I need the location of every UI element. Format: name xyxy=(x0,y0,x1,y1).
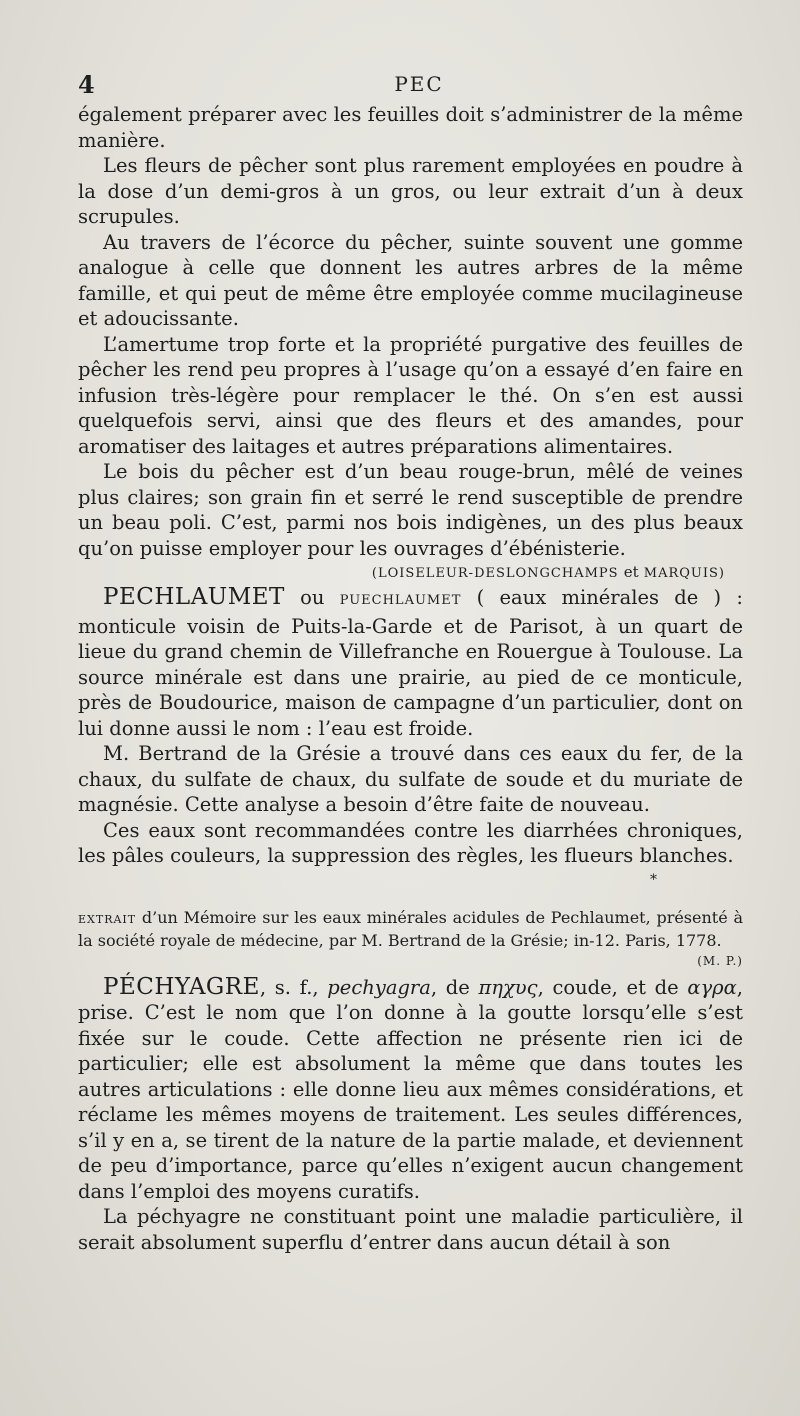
footnote-lead: EXTRAIT xyxy=(78,912,137,926)
paragraph-bitterness: L’amertume trop forte et la propriété purgative des feuilles de pêcher les rend peu propres à l’usage qu’on a essayé d’en faire en infusion très-légère pour remplacer le thé. On s’en est aussi quelquefois servi, ainsi que des fleurs et des amandes, pour aromatiser des laitages et autres préparations alimentaires. xyxy=(78,332,743,458)
greek-term-2: αγρα xyxy=(687,975,737,999)
body-text xyxy=(78,102,743,1255)
variant-puechlaumet: PUECHLAUMET xyxy=(339,593,462,608)
entry-pechyagre-text: , prise. C’est le nom que l’on donne à la goutte lorsqu’elle s’est fixée sur le coude. Cette affection ne présente rien ici de particulier; elle est absolument la même que dans toutes les autres articulations : elle donne lieu aux mêmes considérations, et réclame les mêmes moyens de traitement. Les seules différences, s’il y en a, se tirent de la nature de la partie malade, et deviennent de peu d’importance, parce qu’elles n’exigent aucun changement dans l’emploi des moyens curatifs. xyxy=(78,975,743,1203)
running-head: PEC xyxy=(394,72,444,96)
sig-close: ) xyxy=(718,566,725,581)
sig-name-1: LOISELEUR-DESLONGCHAMPS xyxy=(377,566,619,581)
footnote-text: d’un Mémoire sur les eaux minérales acidules de Pechlaumet, présenté à la société royale de médecine, par M. Bertrand de la Grésie; in-12. Paris, 1778. xyxy=(78,907,743,950)
coude-text: , coude, et de xyxy=(537,975,679,999)
page-header xyxy=(78,70,760,98)
word-ou: ou xyxy=(300,586,325,609)
grammar-label: , s. f., xyxy=(259,975,319,999)
paragraph-flowers: Les fleurs de pêcher sont plus rarement employées en poudre à la dose d’un demi-gros à un gros, ou leur extrait d’un à deux scrupules. xyxy=(78,154,743,228)
paragraph-continued: également préparer avec les feuilles doit s’administrer de la même manière. xyxy=(78,103,743,152)
headword-pechyagre: PÉCHYAGRE xyxy=(103,973,260,1000)
paragraph-analysis: M. Bertrand de la Grésie a trouvé dans ces eaux du fer, de la chaux, du sulfate de chaux, du sulfate de soude et du muriate de magnésie. Cette analyse a besoin d’être faite de nouveau. xyxy=(78,742,743,816)
sig-open: ( xyxy=(371,566,378,581)
paragraph-gum: Au travers de l’écorce du pêcher, suinte souvent une gomme analogue à celle que donnent les autres arbres de la même famille, et qui peut de même être employée comme mucilagineuse et adoucissante. xyxy=(78,230,743,330)
entry-pechyagre xyxy=(78,975,743,1205)
entry-pechlaumet-text: ( eaux minérales de ) : monticule voisin de Puits-la-Garde et de Parisot, à un quart de lieue du grand chemin de Villefranche en Rouergue à Toulouse. La source minérale est dans une prairie, au pied de ce monticule, près de Boudourice, maison de campagne d’un particulier, dont on lui donne aussi le nom : l’eau est froide. xyxy=(78,586,743,740)
headword-pechlaumet: PECHLAUMET xyxy=(103,584,285,610)
paragraph-pechyagre-2: La péchyagre ne constituant point une maladie particulière, il serait absolument superflu d’entrer dans aucun détail à son xyxy=(78,1205,743,1254)
author-signature xyxy=(78,561,725,585)
sig-et: et xyxy=(623,563,639,581)
sig-name-2: MARQUIS xyxy=(643,566,719,581)
word-de: , de xyxy=(430,975,470,999)
footnote-signature: (M. P.) xyxy=(697,953,743,968)
page-number: 4 xyxy=(78,70,95,99)
paragraph-recommended: Ces eaux sont recommandées contre les diarrhées chroniques, les pâles couleurs, la suppression des règles, les flueurs blanches. xyxy=(78,818,743,867)
entry-pechlaumet xyxy=(78,585,743,741)
footnote xyxy=(78,907,743,968)
latin-term: pechyagra xyxy=(327,975,431,999)
paragraph-wood: Le bois du pêcher est d’un beau rouge-brun, mêlé de veines plus claires; son grain fin et serré le rend susceptible de prendre un beau poli. C’est, parmi nos bois indigènes, un des plus beaux qu’on puisse employer pour les ouvrages d’ébénisterie. xyxy=(78,460,743,560)
greek-term-1: πηχυς xyxy=(478,975,538,999)
footnote-mark: * xyxy=(650,871,657,888)
